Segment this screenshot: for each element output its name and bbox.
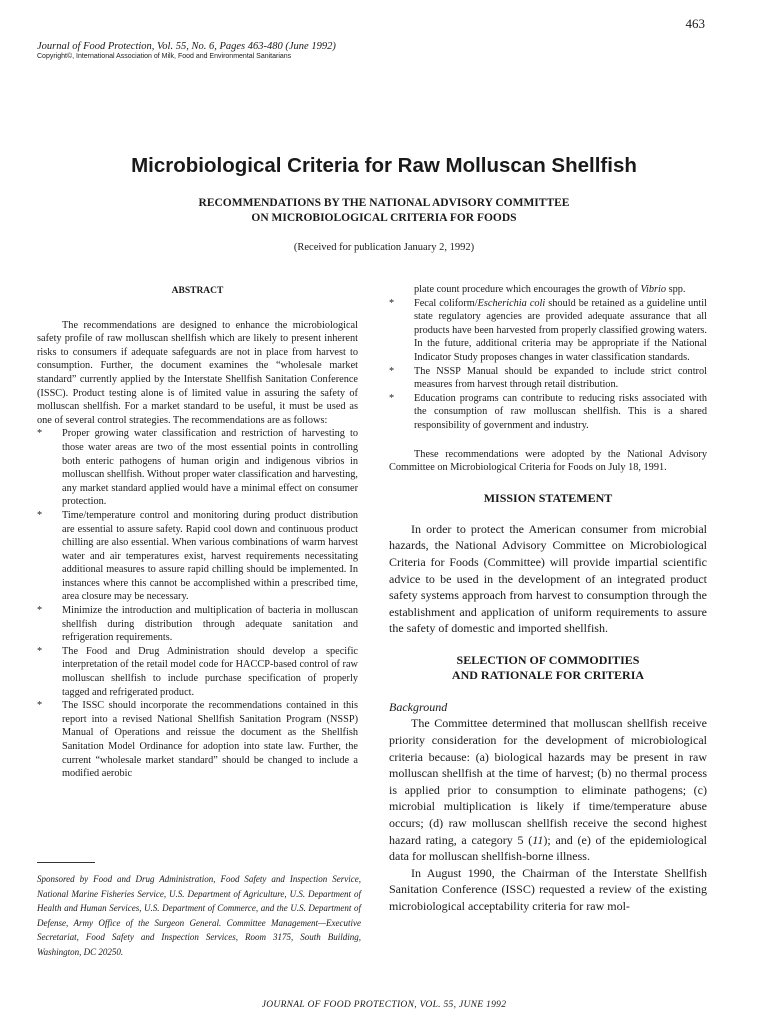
article-title: Microbiological Criteria for Raw Molluscan Shellfish bbox=[131, 154, 637, 177]
journal-citation: Journal of Food Protection, Vol. 55, No. 6, Pages 463-480 (June 1992) bbox=[37, 41, 336, 52]
mission-section bbox=[389, 521, 707, 637]
bullet-star: * bbox=[37, 605, 43, 617]
journal-footer: JOURNAL OF FOOD PROTECTION, VOL. 55, JUNE 1992 bbox=[261, 1000, 507, 1010]
fecal-species: Escherichia coli bbox=[477, 297, 546, 309]
para1-end: ); and (e) of the epidemiological data for molluscan shellfish-borne illness. bbox=[389, 832, 707, 864]
bullet-text: The NSSP Manual should be expanded to include strict control measures from harvest through retail distribution. bbox=[414, 365, 707, 391]
bullet-star: * bbox=[37, 700, 43, 712]
received-date: (Received for publication January 2, 1992) bbox=[293, 242, 475, 253]
copyright-line: Copyright©, International Association of Milk, Food and Environmental Sanitarians bbox=[37, 53, 292, 60]
abstract-intro: The recommendations are designed to enhance the microbiological safety profile of raw molluscan shellfish which are likely to present inherent risks to consumers if adequate safeguards are not in place from harvest to consumption. Further, the document examines the “wholesale market standard” currently applied by the Interstate Shellfish Sanitation Conference (ISSC). Product testing alone is of limited value in assuring the safety of molluscan shellfish. For a market standard to be useful, it must be used as one of several control strategies. The recommendations are as follows: bbox=[37, 319, 358, 426]
adoption-note: These recommendations were adopted by the National Advisory Committee on Microbiological Criteria for Foods on July 18, 1991. bbox=[389, 448, 707, 474]
abstract-bullet bbox=[389, 297, 707, 365]
selection-section bbox=[389, 699, 707, 915]
bullet-star: * bbox=[389, 392, 395, 404]
bullet-star: * bbox=[37, 509, 43, 521]
bullet-text: Proper growing water classification and restriction of harvesting to those water areas are two of the most essential points in controlling both enteric pathogens of human origin and indigenous vibrios in molluscan shellfish. Without proper water classification and harvesting, any market standard applied would have a minimal effect on consumer protection. bbox=[62, 428, 358, 508]
abstract-bullet bbox=[37, 427, 358, 509]
footnote-rule bbox=[37, 862, 95, 863]
mission-heading: MISSION STATEMENT bbox=[483, 490, 613, 505]
para1-reference: 11 bbox=[532, 832, 544, 847]
abstract-bullet bbox=[389, 365, 707, 392]
mission-text: In order to protect the American consumer from microbial hazards, the National Advisory Committee on Microbiological Criteria for Foods (Committee) will provide impartial scientific advice to be used in the development of an integrated product safety systems approach from harvest to consumption through the establishment and application of uniform requirements to assure the safety of domestic and imported shellfish. bbox=[389, 521, 707, 636]
abstract-bullet bbox=[37, 604, 358, 645]
background-paragraph-1 bbox=[389, 715, 707, 864]
abstract-bullet bbox=[389, 392, 707, 433]
bullet-text bbox=[414, 297, 707, 365]
page-number: 463 bbox=[685, 16, 705, 31]
abstract-bullet bbox=[37, 509, 358, 604]
abstract-bullet bbox=[37, 645, 358, 699]
para1-text: The Committee determined that molluscan shellfish receive priority consideration for the development of microbiological criteria because: (a) biological hazards may be present in raw molluscan shellfish at the time of harvest; (b) no thermal process is applied prior to consumption to eliminate pathogens; (c) microbial multiplication is likely if time/temperature abuse occurs; (d) raw molluscan shellfish receive the second highest hazard rating, a category 5 ( bbox=[389, 716, 707, 847]
right-column bbox=[389, 283, 707, 915]
subtitle-line-1: RECOMMENDATIONS BY THE NATIONAL ADVISORY COMMITTEE bbox=[198, 197, 570, 209]
bullet-star: * bbox=[37, 428, 43, 440]
bullet-continuation bbox=[414, 283, 707, 297]
bullet-star: * bbox=[37, 645, 43, 657]
bullet-star: * bbox=[389, 365, 395, 377]
bullet-text: Minimize the introduction and multiplication of bacteria in molluscan shellfish during distribution through adequate sanitation and refrigeration requirements. bbox=[62, 605, 358, 644]
background-paragraph-2: In August 1990, the Chairman of the Interstate Shellfish Sanitation Conference (ISSC) requested a review of the existing microbiological acceptability criteria for raw mol- bbox=[389, 865, 707, 913]
bullet-star: * bbox=[389, 297, 395, 309]
subtitle-line-2: ON MICROBIOLOGICAL CRITERIA FOR FOODS bbox=[251, 212, 517, 224]
selection-heading bbox=[389, 653, 707, 683]
article-subtitle bbox=[0, 196, 768, 226]
selection-heading-line-2: AND RATIONALE FOR CRITERIA bbox=[451, 667, 645, 682]
sponsor-footnote: Sponsored by Food and Drug Administration, Food Safety and Inspection Service, National Marine Fisheries Service, U.S. Department of Agriculture, U.S. Department of Health and Human Services, U.S. Department of Commerce, and the U.S. Department of Defense, Army Office of the Surgeon General. Committee Management—Executive Secretariat, Food Safety and Inspection Services, Room 3175, South Building, Washington, DC 20250. bbox=[37, 874, 361, 957]
background-subheading: Background bbox=[389, 699, 448, 714]
continuation-text: plate count procedure which encourages the growth of bbox=[414, 284, 641, 295]
continuation-genus: Vibrio bbox=[640, 284, 667, 295]
left-column bbox=[37, 285, 358, 781]
abstract-bullet bbox=[37, 699, 358, 781]
bullet-text: The ISSC should incorporate the recommendations contained in this report into a revised National Shellfish Sanitation Program (NSSP) Manual of Operations and reissue the document as the Shellfish Sanitation Model Ordinance for adoption into state law. Further, the current “wholesale market standard” should be changed to include a modified aerobic bbox=[62, 700, 358, 780]
bullet-text: Education programs can contribute to reducing risks associated with the consumption of raw molluscan shellfish. This is a shared responsibility of government and industry. bbox=[414, 392, 707, 431]
bullet-text: The Food and Drug Administration should develop a specific interpretation of the retail model code for HACCP-based control of raw molluscan shellfish to include purchase specification of properly tagged and refrigerated product. bbox=[62, 645, 358, 698]
fecal-text: Fecal coliform/ bbox=[414, 297, 478, 309]
continuation-end: spp. bbox=[666, 284, 686, 295]
abstract-heading: ABSTRACT bbox=[171, 286, 224, 296]
selection-heading-line-1: SELECTION OF COMMODITIES bbox=[456, 652, 640, 667]
fecal-rest: should be retained as a guideline until state regulatory agencies are provided adequate assurance that all products have been harvested from properly classified growing waters. In the future, additional criteria may be appropriate if the National Indicator Study proposes changes in water classification standards. bbox=[414, 297, 707, 363]
bullet-text: Time/temperature control and monitoring during product distribution are essential to assure safety. Rapid cool down and continuous product chilling are also essential. When various combinations of warm harvest water and air temperatures exist, harvest requirements necessitating additional measures to assure rapid chilling should be implemented. In instances where this cannot be accomplished within a prescribed time, area closure may be necessary. bbox=[62, 509, 358, 603]
